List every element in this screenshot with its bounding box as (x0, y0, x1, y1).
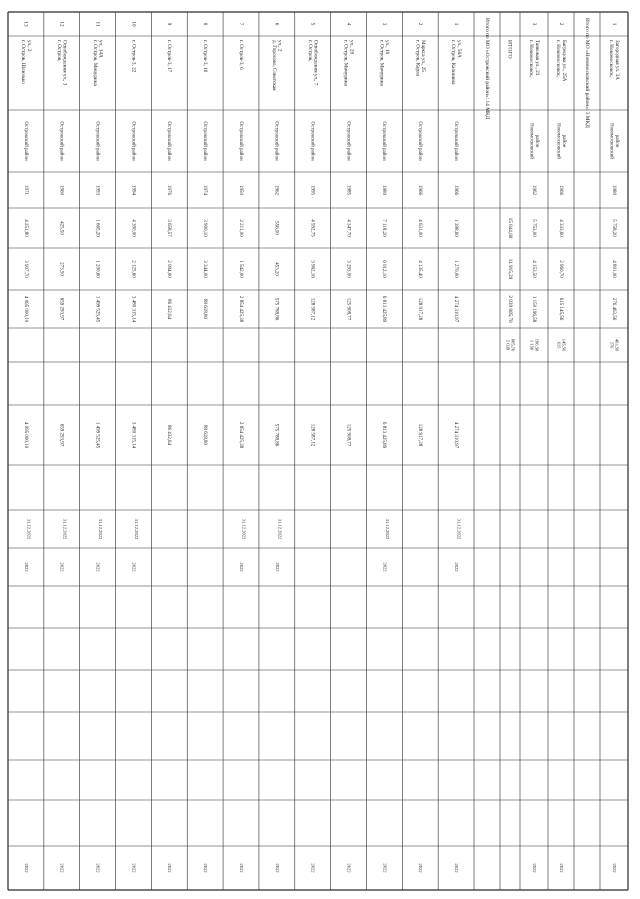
row-year1: 2022 (310, 863, 316, 873)
row-no: 4 (345, 22, 352, 26)
row-cost: 3 480 315,14 (130, 295, 136, 323)
row-district: Островский район (381, 121, 387, 161)
row-year: 1962 (273, 185, 279, 195)
row-district: Островский район (94, 121, 100, 161)
row-cost: 659 293,97 (58, 297, 64, 321)
row-year: 1966 (452, 185, 458, 195)
top-row-area: 4 333,60 (557, 219, 563, 237)
row-mid: 86 432,64 (166, 425, 172, 445)
row-deadline: 31.12.2022 (456, 518, 462, 540)
row-area: 1 398,60 (452, 219, 458, 237)
row-deadline: 31.12.2022 (241, 518, 247, 540)
top-row-sub: 1 150196,58 (529, 338, 540, 352)
row-year1: 2022 (346, 863, 352, 873)
row-mid: 4 274 310,97 (452, 421, 458, 449)
row-address: г. Остров-3, 16 (201, 40, 208, 73)
row-address: д. Горохово, Советскаяул., 2 (270, 40, 283, 91)
row-year: 1966 (417, 185, 423, 195)
row-year2: 2022 (274, 562, 280, 572)
row-year1: 2022 (95, 863, 101, 873)
top-row-living: 2 960,70 (557, 260, 563, 278)
row-address: г. Остров, Мичуринаул., 14А (91, 40, 104, 86)
top-row-no: 3 (530, 22, 537, 26)
row-living: 2 125,60 (130, 260, 136, 278)
row-year2: 2022 (238, 562, 244, 572)
row-area: 4 631,00 (417, 219, 423, 237)
top-row-cost: 276 463,56 (610, 297, 616, 321)
top-row-year1: 2022 (558, 863, 564, 873)
row-deadline: 31.12.2022 (62, 518, 68, 540)
row-year1: 2022 (274, 863, 280, 873)
row-mid: 2 854 425,38 (237, 421, 243, 449)
row-living: 2 094,00 (166, 260, 172, 278)
row-district: Островский район (202, 121, 208, 161)
row-address: г. Остров, Шлюзькоул., 2 (19, 40, 32, 84)
row-area: 425,50 (58, 221, 64, 235)
row-year1: 2022 (59, 863, 65, 873)
row-cost: 575 788,86 (273, 297, 279, 321)
row-no: 11 (94, 21, 101, 27)
row-living: 3 344,00 (202, 260, 208, 278)
row-cost: 6 813 425,89 (381, 295, 387, 323)
top-row-address: г. Новомосковск,Загородная ул. 3А (607, 40, 620, 80)
top-row-year: 1962 (530, 185, 536, 195)
row-area: 556,00 (273, 221, 279, 235)
row-address: г. Остров-3, 22 (130, 40, 137, 73)
row-area: 4 347,70 (345, 219, 351, 237)
section-total-label: Итого по МО «Островский район»: 14 МКД (483, 18, 490, 120)
section-total-label: Итого по МО «Новомосковский район»: 3 МКД (583, 18, 590, 128)
row-area: 1 665,20 (94, 219, 100, 237)
row-district: Островский район (166, 121, 172, 161)
row-year: 1974 (202, 185, 208, 195)
top-row-sub: 276463,56 (609, 338, 620, 352)
row-cost: 2 854 425,38 (237, 295, 243, 323)
top-row-no: 1 (610, 22, 617, 26)
row-mid: 4 095 000,10 (22, 421, 28, 449)
row-cost: 128 587,12 (309, 297, 315, 321)
row-living: 1 200,60 (94, 260, 100, 278)
row-year1: 2022 (238, 863, 244, 873)
row-year: 1993 (94, 185, 100, 195)
row-address: г. Остров, Мичуринаул., 28 (342, 40, 355, 86)
top-row-area: 5 758,20 (610, 219, 616, 237)
row-area: 3 658,57 (166, 219, 172, 237)
row-no: 9 (166, 22, 173, 26)
grand-total-living: 11 915,20 (506, 258, 513, 280)
row-year1: 2022 (454, 863, 460, 873)
row-mid: 1 499 525,45 (94, 421, 100, 449)
row-year1: 2022 (23, 863, 29, 873)
row-cost: 89 618,80 (202, 299, 208, 319)
row-mid: 125 908,77 (345, 423, 351, 447)
row-mid: 128 587,12 (309, 423, 315, 447)
row-district: Островский район (58, 121, 64, 161)
row-address: г. Остров-3, 17 (166, 40, 173, 73)
row-year: 1976 (166, 185, 172, 195)
top-row-sub: 615145,56 (556, 338, 567, 352)
row-year2: 2022 (95, 562, 101, 572)
row-year2: 2022 (382, 562, 388, 572)
top-row-living: 4 801,00 (610, 260, 616, 278)
row-mid: 89 618,80 (202, 425, 208, 445)
row-no: 13 (22, 21, 29, 27)
row-year2: 2022 (131, 562, 137, 572)
row-area: 4 251,80 (22, 219, 28, 237)
row-year1: 2022 (167, 863, 173, 873)
top-row-address: г. Новомосковск,Багрецова ул., 25А (554, 40, 567, 82)
row-living: 1 270,00 (452, 260, 458, 278)
grand-total-cost: 2 039 805,70 (506, 295, 513, 323)
top-row-district: Новомосковскийрайон (528, 123, 539, 159)
row-mid: 128 917,28 (417, 423, 423, 447)
row-living: 1 542,00 (237, 260, 243, 278)
row-year: 1960 (58, 185, 64, 195)
grand-total-label: ИТОГО (506, 40, 513, 59)
grand-total-area: 15 844,80 (506, 217, 513, 239)
row-address: г. Остров, КарлаМаркса ул., 25 (414, 40, 426, 76)
row-mid: 6 813 425,89 (381, 421, 387, 449)
row-address: г. Остров-3, 6 (237, 40, 244, 70)
grand-total-sub: 2 039805,70 (505, 338, 516, 352)
row-no: 3 (381, 22, 388, 26)
row-living: 3 293,00 (345, 260, 351, 278)
top-row-district: Новомосковскийрайон (608, 123, 619, 159)
row-district: Островский район (417, 121, 423, 161)
row-cost: 4 274 310,97 (452, 295, 458, 323)
row-area: 4 592,75 (309, 219, 315, 237)
row-area: 7 118,20 (381, 219, 387, 237)
top-row-living: 4 153,50 (530, 260, 536, 278)
row-area: 4 390,00 (130, 219, 136, 237)
row-year: 1971 (22, 185, 28, 195)
row-year2: 2022 (454, 562, 460, 572)
row-no: 10 (130, 21, 137, 27)
row-living: 4 135,40 (417, 260, 423, 278)
row-cost: 128 917,28 (417, 297, 423, 321)
row-deadline: 31.12.2022 (133, 518, 139, 540)
row-year: 1985 (345, 185, 351, 195)
top-row-year1: 2022 (611, 863, 617, 873)
row-no: 6 (273, 22, 280, 26)
row-year1: 2022 (418, 863, 424, 873)
row-district: Островский район (237, 121, 243, 161)
top-row-no: 2 (557, 22, 564, 26)
row-cost: 86 432,64 (166, 299, 172, 319)
top-row-area: 5 753,00 (530, 219, 536, 237)
row-no: 8 (201, 22, 208, 26)
row-living: 273,50 (58, 262, 64, 276)
row-address: г. Остров, Мичуринаул., 18 (378, 40, 391, 86)
row-year2: 2022 (23, 562, 29, 572)
row-mid: 659 293,97 (58, 423, 64, 447)
row-mid: 575 788,86 (273, 423, 279, 447)
row-year1: 2022 (382, 863, 388, 873)
row-district: Островский район (130, 121, 136, 161)
top-row-year1: 2022 (531, 863, 537, 873)
row-district: Островский район (452, 121, 458, 161)
row-district: Островский район (273, 121, 279, 161)
row-year: 1995 (309, 185, 315, 195)
row-deadline: 31.12.2022 (26, 518, 32, 540)
row-living: 6 012,10 (381, 260, 387, 278)
top-row-year: 1980 (610, 185, 616, 195)
row-district: Островский район (22, 121, 28, 161)
row-no: 2 (417, 22, 424, 26)
top-row-cost: 1 150 196,58 (530, 295, 536, 323)
top-row-cost: 615 145,56 (557, 297, 563, 321)
row-address: г. Остров,Освобождения ул., 7 (306, 40, 319, 86)
row-no: 7 (237, 22, 244, 26)
row-year: 1994 (130, 185, 136, 195)
row-deadline: 31.12.2022 (384, 518, 390, 540)
top-row-district: Новомосковскийрайон (555, 123, 566, 159)
row-living: 3 962,16 (309, 260, 315, 278)
row-no: 1 (452, 22, 459, 26)
row-area: 2 211,00 (237, 219, 243, 237)
row-cost: 1 499 525,45 (94, 295, 100, 323)
row-year1: 2022 (131, 863, 137, 873)
row-cost: 125 908,77 (345, 297, 351, 321)
row-cost: 4 095 000,10 (22, 295, 28, 323)
row-year1: 2022 (203, 863, 209, 873)
row-address: г. Остров, Калининаул., 58А (450, 40, 462, 85)
row-mid: 3 480 315,14 (130, 421, 136, 449)
row-no: 5 (309, 22, 316, 26)
row-year: 1950 (237, 185, 243, 195)
top-row-year: 1966 (557, 185, 563, 195)
row-district: Островский район (345, 121, 351, 161)
row-deadline: 31.12.2022 (277, 518, 283, 540)
row-year: 1980 (381, 185, 387, 195)
row-year2: 2022 (59, 562, 65, 572)
row-area: 3 900,10 (202, 219, 208, 237)
row-district: Островский район (309, 121, 315, 161)
row-address: г. Остров,Освобождения ул., 3 (55, 40, 68, 86)
row-living: 453,20 (273, 262, 279, 276)
row-living: 3 907,70 (22, 260, 28, 278)
row-deadline: 31.12.2022 (98, 518, 104, 540)
top-row-address: г. Новомосковск,Танковая ул., 23 (527, 40, 540, 78)
row-no: 12 (58, 21, 65, 27)
